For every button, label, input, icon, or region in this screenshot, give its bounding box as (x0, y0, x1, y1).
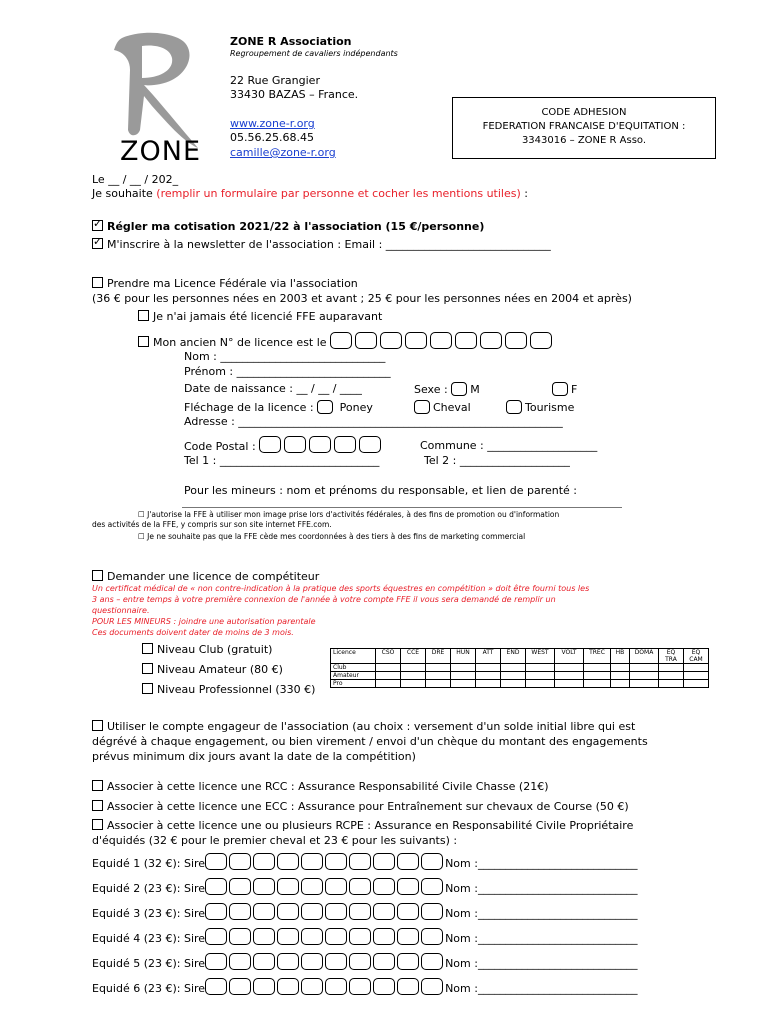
engageur-line1: Utiliser le compte engageur de l'association (au choix : versement d'un solde initial libre qui est (107, 720, 636, 733)
checkbox-icon[interactable] (142, 683, 153, 694)
table-cell[interactable] (555, 664, 584, 672)
competiteur-note3: questionnaire. (92, 606, 150, 615)
table-cell[interactable] (684, 664, 709, 672)
nom-field[interactable]: Nom : ______________________________ (184, 350, 386, 363)
sire-digit-box[interactable] (253, 978, 275, 995)
table-cell[interactable] (476, 680, 501, 688)
table-cell[interactable] (630, 664, 659, 672)
equide-label: Equidé 2 (23 €): Sire (92, 882, 206, 895)
licence-digit-box[interactable] (505, 332, 527, 349)
table-cell[interactable] (376, 680, 401, 688)
sexe-f-box[interactable] (552, 382, 568, 396)
table-cell[interactable] (684, 680, 709, 688)
table-header: CCE (401, 649, 426, 664)
sire-digit-box[interactable] (373, 928, 395, 945)
address-line2: 33430 BAZAS – France. (230, 88, 359, 101)
table-row-label: Pro (331, 680, 376, 688)
licence-digit-box[interactable] (330, 332, 352, 349)
rcc-option[interactable] (92, 780, 548, 794)
equide-row (92, 953, 637, 971)
sire-digit-box[interactable] (205, 928, 227, 945)
tourisme-label: Tourisme (525, 401, 575, 414)
mineurs-underline (182, 507, 622, 508)
cheval-field (414, 400, 471, 415)
sire-digit-box[interactable] (205, 978, 227, 995)
table-cell[interactable] (630, 672, 659, 680)
sire-digit-box[interactable] (253, 853, 275, 870)
equide-row (92, 978, 637, 996)
equide-label: Equidé 3 (23 €): Sire (92, 907, 206, 920)
table-header: END (501, 649, 526, 664)
sire-digit-box[interactable] (301, 878, 323, 895)
level-pro-label: Niveau Professionnel (330 €) (157, 683, 316, 696)
cp-digit-box[interactable] (334, 436, 356, 453)
checkbox-icon[interactable] (92, 780, 103, 791)
sire-digit-box[interactable] (421, 903, 443, 920)
table-cell[interactable] (659, 672, 684, 680)
checkbox-icon[interactable] (92, 570, 103, 581)
sexe-m-label: M (470, 383, 480, 396)
sire-digit-box[interactable] (277, 903, 299, 920)
newsletter-label: M'inscrire à la newsletter de l'association : Email : ______________________________ (107, 238, 551, 251)
sire-digit-box[interactable] (277, 953, 299, 970)
engageur-option[interactable] (92, 720, 635, 734)
table-cell[interactable] (401, 672, 426, 680)
equide-nom-field[interactable]: Nom :_____________________________ (445, 932, 638, 945)
sire-digit-box[interactable] (205, 953, 227, 970)
poney-label: Poney (339, 401, 373, 414)
level-club-option[interactable] (142, 643, 272, 657)
adresse-field[interactable]: Adresse : ___________________________________________________________ (184, 415, 563, 428)
table-row-label: Amateur (331, 672, 376, 680)
checkbox-icon[interactable] (92, 819, 103, 830)
sire-digit-box[interactable] (325, 928, 347, 945)
never-licenced-label: Je n'ai jamais été licencié FFE auparavant (153, 310, 383, 323)
cotisation-label: Régler ma cotisation 2021/22 à l'association (15 €/personne) (107, 220, 485, 233)
table-cell[interactable] (684, 672, 709, 680)
discipline-table (330, 648, 709, 688)
code-line2: FEDERATION FRANCAISE D'EQUITATION : (482, 121, 686, 132)
rcc-label: Associer à cette licence une RCC : Assurance Responsabilité Civile Chasse (21€) (107, 780, 549, 793)
cp-digit-box[interactable] (309, 436, 331, 453)
competiteur-note1: Un certificat médical de « non contre-indication à la pratique des sports équestres en compétition » doit être fourni tous les (92, 584, 590, 593)
sire-digit-box[interactable] (229, 978, 251, 995)
sire-digit-box[interactable] (253, 928, 275, 945)
equide-row (92, 878, 637, 896)
table-header: VOLT (555, 649, 584, 664)
consent-image-cont: des activités de la FFE, y compris sur son site internet FFE.com. (92, 520, 332, 529)
table-cell[interactable] (476, 664, 501, 672)
table-header: ATT (476, 649, 501, 664)
checkbox-icon[interactable] (138, 336, 149, 347)
tel2-field[interactable]: Tel 2 : ____________________ (424, 454, 570, 467)
table-cell[interactable] (611, 672, 630, 680)
sire-digit-box[interactable] (421, 978, 443, 995)
equide-label: Equidé 6 (23 €): Sire (92, 982, 206, 995)
souhaite-line (92, 187, 528, 201)
sexe-f-label: F (571, 383, 578, 396)
tourisme-box[interactable] (506, 400, 522, 414)
address-line1: 22 Rue Grangier (230, 74, 320, 87)
table-row (331, 672, 709, 680)
sire-digit-box[interactable] (349, 903, 371, 920)
sire-digit-box[interactable] (397, 853, 419, 870)
table-cell[interactable] (555, 672, 584, 680)
table-header: Licence (331, 649, 376, 664)
old-licence-option[interactable] (138, 332, 555, 350)
licence-digit-box[interactable] (530, 332, 552, 349)
licence-digit-box[interactable] (455, 332, 477, 349)
licence-digit-box[interactable] (380, 332, 402, 349)
sire-digit-box[interactable] (421, 853, 443, 870)
equide-row (92, 853, 637, 871)
table-header: DOMA (630, 649, 659, 664)
sire-digit-box[interactable] (349, 928, 371, 945)
level-amateur-label: Niveau Amateur (80 €) (157, 663, 283, 676)
checkbox-checked-icon[interactable] (92, 238, 103, 249)
sire-digit-box[interactable] (373, 903, 395, 920)
sire-digit-box[interactable] (349, 953, 371, 970)
sire-digit-box[interactable] (325, 903, 347, 920)
tel1-field[interactable]: Tel 1 : _____________________________ (184, 454, 380, 467)
sexe-m-box[interactable] (451, 382, 467, 396)
sire-digit-box[interactable] (349, 978, 371, 995)
competiteur-option[interactable] (92, 570, 319, 584)
sire-digit-box[interactable] (325, 878, 347, 895)
checkbox-icon[interactable] (92, 720, 103, 731)
table-header: DRE (426, 649, 451, 664)
licence-digit-box[interactable] (355, 332, 377, 349)
equide-nom-field[interactable]: Nom :_____________________________ (445, 957, 638, 970)
cotisation-option[interactable] (92, 220, 484, 234)
email-link[interactable]: camille@zone-r.org (230, 146, 336, 159)
table-header: EQ CAM (684, 649, 709, 664)
table-cell[interactable] (451, 680, 476, 688)
level-club-label: Niveau Club (gratuit) (157, 643, 273, 656)
sire-digit-box[interactable] (397, 928, 419, 945)
sire-digit-box[interactable] (373, 953, 395, 970)
equide-nom-field[interactable]: Nom :_____________________________ (445, 882, 638, 895)
checkbox-icon[interactable] (92, 800, 103, 811)
naissance-field[interactable]: Date de naissance : __ / __ / ____ (184, 382, 362, 395)
sire-digit-box[interactable] (229, 878, 251, 895)
equide-row (92, 903, 637, 921)
souhaite-end: : (520, 187, 528, 200)
table-cell[interactable] (501, 672, 526, 680)
table-cell[interactable] (611, 680, 630, 688)
sire-digit-box[interactable] (421, 953, 443, 970)
equide-nom-field[interactable]: Nom :_____________________________ (445, 857, 638, 870)
table-cell[interactable] (584, 672, 611, 680)
code-adhesion-box (452, 97, 716, 159)
souhaite-label: Je souhaite (92, 187, 157, 200)
consent-marketing[interactable]: ☐ Je ne souhaite pas que la FFE cède mes coordonnées à des tiers à des fins de marketing commercial (138, 532, 526, 541)
table-cell[interactable] (611, 664, 630, 672)
cheval-label: Cheval (433, 401, 471, 414)
souhaite-note: (remplir un formulaire par personne et cocher les mentions utiles) (156, 187, 521, 200)
competiteur-note4: POUR LES MINEURS : joindre une autorisation parentale (92, 617, 316, 626)
org-tagline: Regroupement de cavaliers indépendants (230, 49, 398, 58)
table-cell[interactable] (376, 664, 401, 672)
rcpe-label: Associer à cette licence une ou plusieurs RCPE : Assurance en Responsabilité Civile Propriétaire (107, 819, 634, 832)
table-cell[interactable] (526, 680, 555, 688)
code-postal-label: Code Postal : (184, 440, 256, 453)
phone-number: 05.56.25.68.45 (230, 131, 314, 144)
table-header: EQ TRA (659, 649, 684, 664)
sire-digit-box[interactable] (253, 953, 275, 970)
table-header: WEST (526, 649, 555, 664)
old-licence-label: Mon ancien N° de licence est le (153, 336, 327, 349)
sire-digit-box[interactable] (349, 853, 371, 870)
table-cell[interactable] (426, 672, 451, 680)
sire-digit-box[interactable] (301, 953, 323, 970)
level-pro-option[interactable] (142, 683, 315, 697)
table-header: HB (611, 649, 630, 664)
table-cell[interactable] (401, 664, 426, 672)
mineurs-field: Pour les mineurs : nom et prénoms du responsable, et lien de parenté : (184, 484, 577, 497)
engageur-line3: prévus minimum dix jours avant la date de la compétition) (92, 750, 416, 763)
sire-digit-box[interactable] (229, 928, 251, 945)
table-cell[interactable] (501, 680, 526, 688)
licence-option[interactable] (92, 277, 358, 291)
table-cell[interactable] (659, 680, 684, 688)
equide-nom-field[interactable]: Nom :_____________________________ (445, 982, 638, 995)
sire-digit-box[interactable] (373, 878, 395, 895)
table-cell[interactable] (401, 680, 426, 688)
website-link[interactable]: www.zone-r.org (230, 117, 315, 130)
sire-digit-box[interactable] (205, 903, 227, 920)
table-cell[interactable] (630, 680, 659, 688)
sire-digit-box[interactable] (397, 953, 419, 970)
flechage-field (184, 400, 373, 415)
table-row (331, 664, 709, 672)
table-header: HUN (451, 649, 476, 664)
cp-digit-box[interactable] (284, 436, 306, 453)
sire-digit-box[interactable] (277, 978, 299, 995)
sire-digit-box[interactable] (253, 903, 275, 920)
equide-label: Equidé 1 (32 €): Sire (92, 857, 206, 870)
sire-digit-box[interactable] (277, 853, 299, 870)
never-licenced-option[interactable] (138, 310, 382, 324)
equide-nom-field[interactable]: Nom :_____________________________ (445, 907, 638, 920)
licence-title: Prendre ma Licence Fédérale via l'association (107, 277, 358, 290)
equide-row (92, 928, 637, 946)
table-row-label: Club (331, 664, 376, 672)
table-header: CSO (376, 649, 401, 664)
zone-r-logo (100, 30, 210, 165)
checkbox-checked-icon[interactable] (92, 220, 103, 231)
sire-digit-box[interactable] (349, 878, 371, 895)
checkbox-icon[interactable] (138, 310, 149, 321)
sire-digit-box[interactable] (205, 878, 227, 895)
table-cell[interactable] (501, 664, 526, 672)
sire-digit-box[interactable] (397, 978, 419, 995)
sire-digit-box[interactable] (229, 853, 251, 870)
sire-digit-box[interactable] (397, 878, 419, 895)
table-cell[interactable] (376, 672, 401, 680)
sire-digit-box[interactable] (301, 978, 323, 995)
licence-digit-box[interactable] (430, 332, 452, 349)
sire-digit-box[interactable] (325, 953, 347, 970)
checkbox-icon[interactable] (92, 277, 103, 288)
level-amateur-option[interactable] (142, 663, 283, 677)
commune-field[interactable]: Commune : ____________________ (420, 439, 598, 452)
sire-digit-box[interactable] (373, 978, 395, 995)
equide-label: Equidé 4 (23 €): Sire (92, 932, 206, 945)
checkbox-icon[interactable] (142, 663, 153, 674)
sire-digit-box[interactable] (205, 853, 227, 870)
competiteur-note2: 3 ans – entre temps à votre première connexion de l'année à votre compte FFE il vous sera demandé de remplir un (92, 595, 556, 604)
logo-text: ZONE (120, 136, 202, 167)
table-header-row (331, 649, 709, 664)
sexe-field (414, 382, 480, 397)
sexe-label: Sexe : (414, 383, 448, 396)
sire-digit-box[interactable] (229, 903, 251, 920)
table-cell[interactable] (476, 672, 501, 680)
newsletter-option[interactable] (92, 238, 551, 252)
competiteur-title: Demander une licence de compétiteur (107, 570, 320, 583)
rcpe-option[interactable] (92, 819, 633, 833)
table-cell[interactable] (426, 680, 451, 688)
table-cell[interactable] (659, 664, 684, 672)
consent-image[interactable]: ☐ J'autorise la FFE à utiliser mon image prise lors d'activités fédérales, à des fins de promotion ou d'information (138, 510, 560, 519)
competiteur-note5: Ces documents doivent dater de moins de 3 mois. (92, 628, 294, 637)
table-cell[interactable] (526, 672, 555, 680)
cheval-box[interactable] (414, 400, 430, 414)
sire-digit-box[interactable] (373, 853, 395, 870)
flechage-label: Fléchage de la licence : (184, 401, 314, 414)
sire-digit-box[interactable] (421, 878, 443, 895)
licence-prices: (36 € pour les personnes nées en 2003 et avant ; 25 € pour les personnes nées en 2004 et après) (92, 292, 632, 305)
rcpe-line2: d'équidés (32 € pour le premier cheval et 23 € pour les suivants) : (92, 834, 458, 847)
poney-box[interactable] (317, 400, 333, 414)
table-cell[interactable] (555, 680, 584, 688)
table-row (331, 680, 709, 688)
table-cell[interactable] (426, 664, 451, 672)
sire-digit-box[interactable] (301, 903, 323, 920)
ecc-option[interactable] (92, 800, 629, 814)
table-cell[interactable] (526, 664, 555, 672)
licence-digit-box[interactable] (405, 332, 427, 349)
sexe-f-field (552, 382, 577, 397)
sire-digit-box[interactable] (277, 878, 299, 895)
checkbox-icon[interactable] (142, 643, 153, 654)
tourisme-field (506, 400, 574, 415)
cp-digit-box[interactable] (259, 436, 281, 453)
licence-digit-box[interactable] (480, 332, 502, 349)
sire-digit-box[interactable] (253, 878, 275, 895)
engageur-line2: dégrévé à chaque engagement, ou bien virement / envoi d'un chèque du montant des engagements (92, 735, 648, 748)
ecc-label: Associer à cette licence une ECC : Assurance pour Entraînement sur chevaux de Course (50 €) (107, 800, 629, 813)
prenom-field[interactable]: Prénom : ____________________________ (184, 365, 391, 378)
code-line1: CODE ADHESION (541, 107, 627, 118)
sire-digit-box[interactable] (421, 928, 443, 945)
sire-digit-box[interactable] (277, 928, 299, 945)
sire-digit-box[interactable] (301, 928, 323, 945)
sire-digit-box[interactable] (325, 978, 347, 995)
sire-digit-box[interactable] (229, 953, 251, 970)
table-cell[interactable] (584, 680, 611, 688)
cp-digit-box[interactable] (359, 436, 381, 453)
equide-label: Equidé 5 (23 €): Sire (92, 957, 206, 970)
sire-digit-box[interactable] (325, 853, 347, 870)
sire-digit-box[interactable] (397, 903, 419, 920)
table-cell[interactable] (584, 664, 611, 672)
table-cell[interactable] (451, 664, 476, 672)
code-postal-field (184, 436, 384, 454)
date-line: Le __ / __ / 202_ (92, 173, 179, 186)
table-header: TREC (584, 649, 611, 664)
table-cell[interactable] (451, 672, 476, 680)
code-line3: 3343016 – ZONE R Asso. (521, 135, 647, 146)
sire-digit-box[interactable] (301, 853, 323, 870)
org-name: ZONE R Association (230, 35, 352, 48)
